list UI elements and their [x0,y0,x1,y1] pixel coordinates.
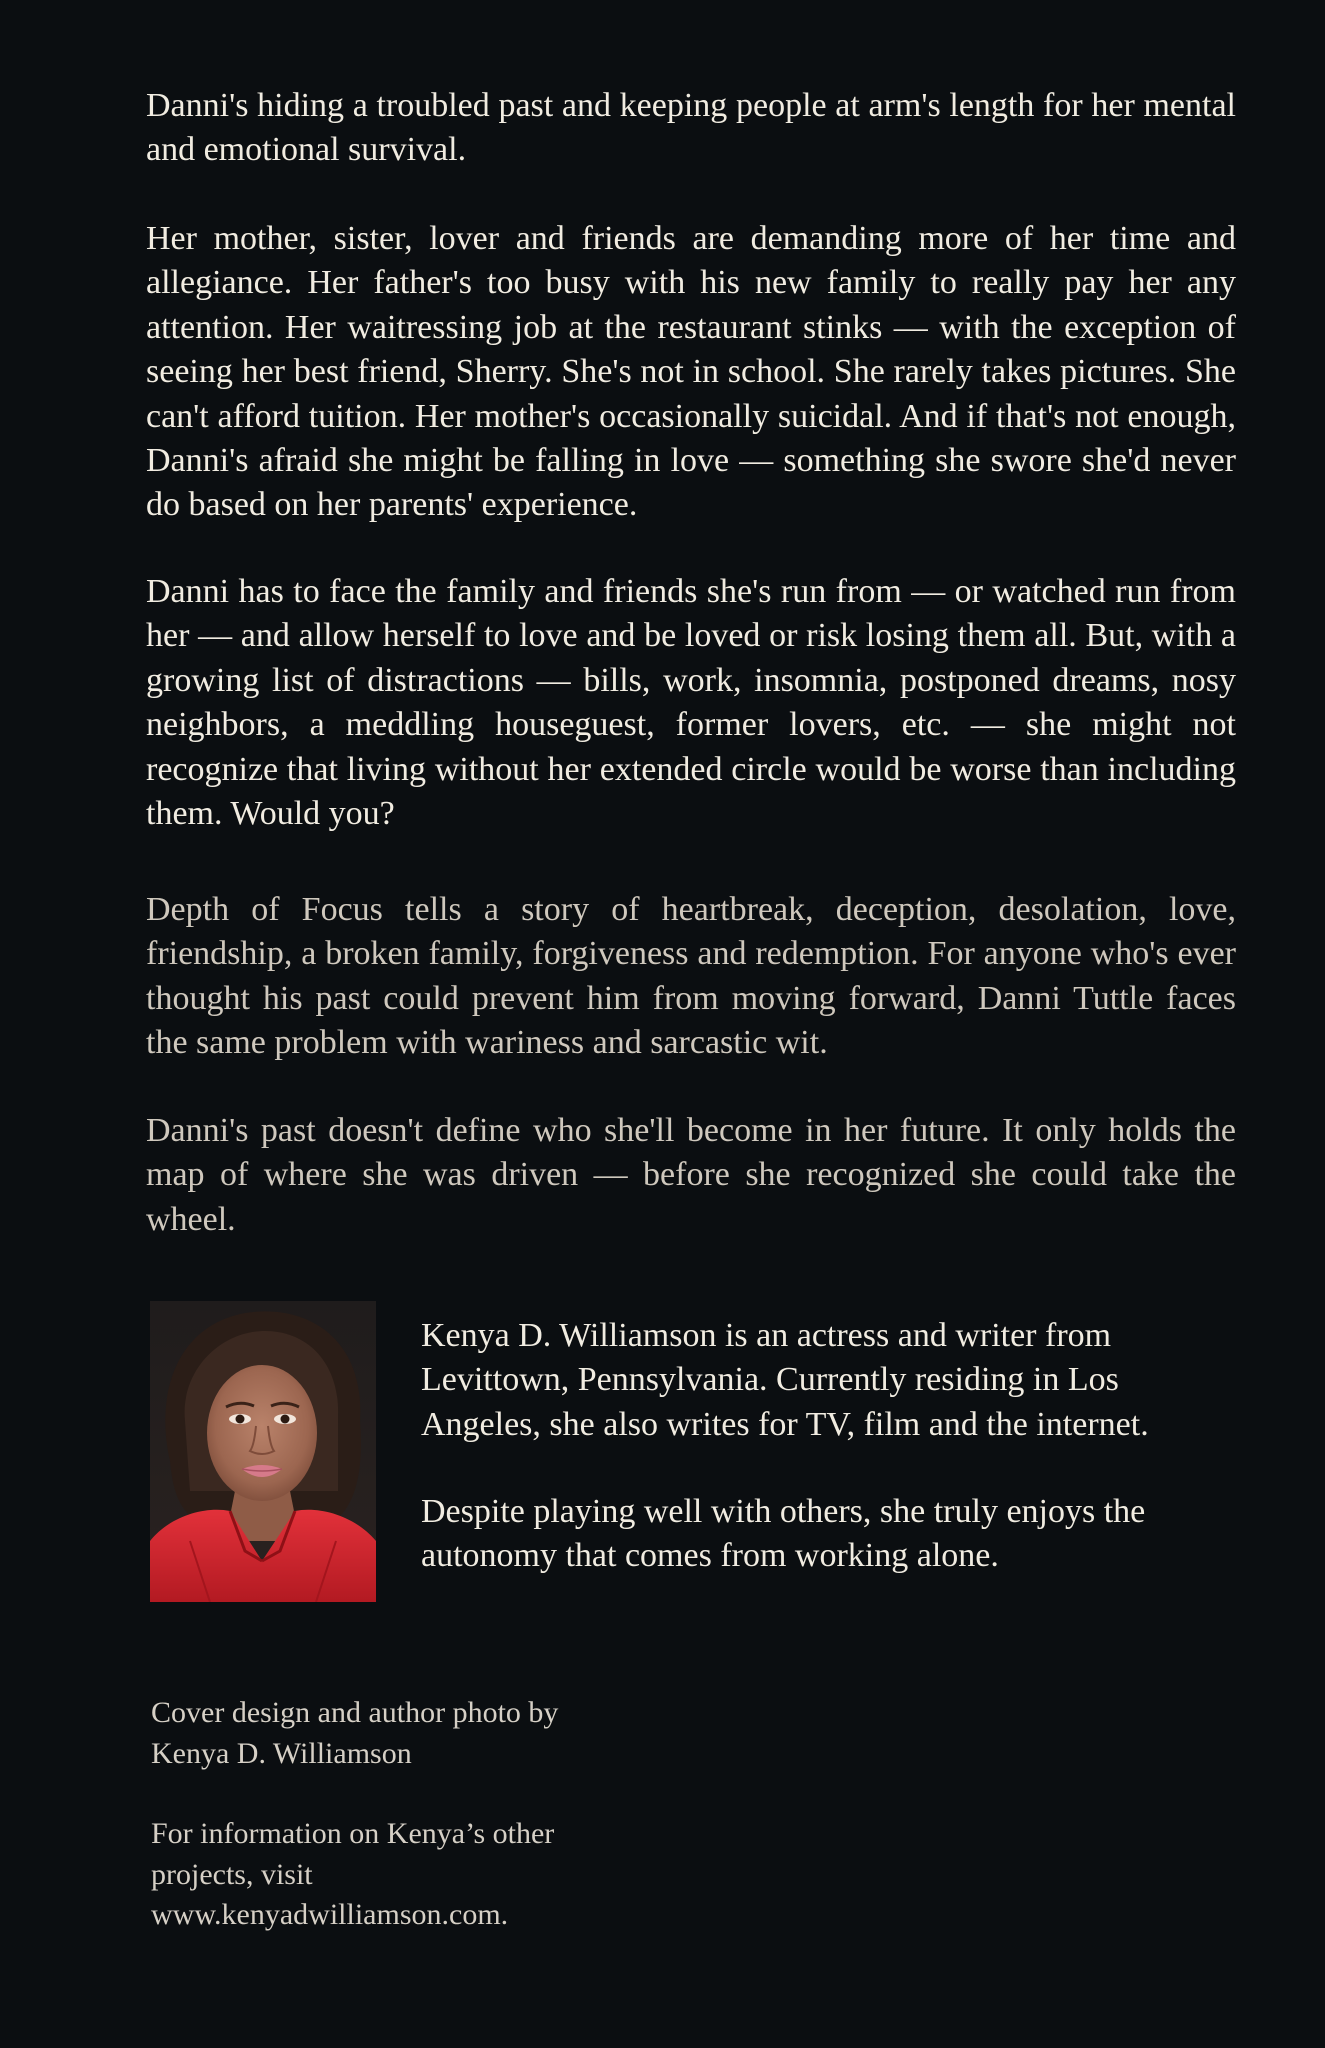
synopsis-paragraph-2: Her mother, sister, lover and friends are demanding more of her time and allegiance. Her father's too busy with his new family to really pay her any attention. Her waitressing job at the restaurant stinks — with the exception of seeing her best friend, Sherry. She's not in school. She rarely takes pictures. She can't afford tuition. Her mother's occasionally suicidal. And if that's not enough, Danni's afraid she might be falling in love — something she swore she'd never do based on her parents' experience. [146,220,1236,524]
synopsis-paragraph-3: Danni has to face the family and friends she's run from — or watched run from her — and allow herself to love and be loved or risk losing them all. But, with a growing list of distractions — bills, work, insomnia, postponed dreams, nosy neighbors, a meddling houseguest, former lovers, etc. — she might not recognize that living without her extended circle would be worse than including them. Would you? [146,573,1236,833]
synopsis-paragraph-1: Danni's hiding a troubled past and keeping people at arm's length for her mental and emotional survival. [146,87,1236,169]
synopsis-paragraph-4: Depth of Focus tells a story of heartbreak, deception, desolation, love, friendship, a broken family, forgiveness and redemption. For anyone who's ever thought his past could prevent him from moving forward, Danni Tuttle faces the same problem with wariness and sarcastic wit. [146,891,1236,1062]
cover-credit: Cover design and author photo by Kenya D. Williamson [151,1696,559,1770]
website-info: For information on Kenya’s other projects, visit www.kenyadwilliamson.com. [151,1817,555,1931]
author-bio-paragraph-1: Kenya D. Williamson is an actress and writer from Levittown, Pennsylvania. Currently residing in Los Angeles, she also writes for TV, film and the internet. [421,1317,1149,1443]
author-bio-paragraph-2: Despite playing well with others, she truly enjoys the autonomy that comes from working alone. [421,1493,1146,1575]
synopsis-paragraph-5: Danni's past doesn't define who she'll become in her future. It only holds the map of where she was driven — before she recognized she could take the wheel. [146,1112,1236,1238]
author-photo [150,1301,376,1602]
